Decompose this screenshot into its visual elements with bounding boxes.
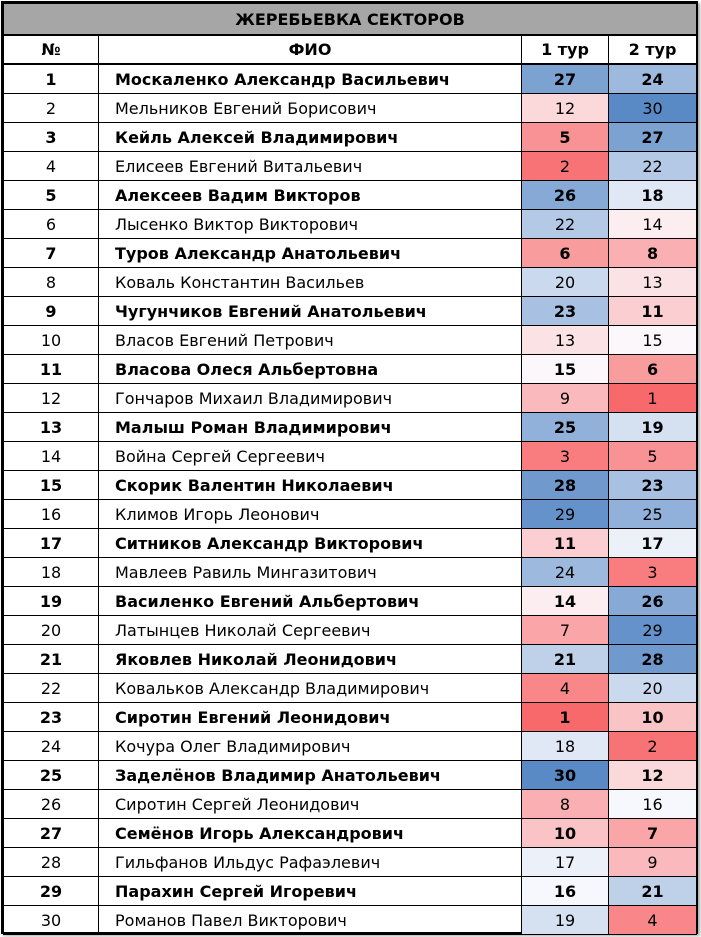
cell-full-name[interactable]: Василенко Евгений Альбертович <box>99 587 522 616</box>
table-row <box>4 500 697 529</box>
table-row <box>4 848 697 877</box>
cell-number[interactable]: 28 <box>4 848 99 877</box>
cell-round2[interactable]: 3 <box>609 558 697 587</box>
cell-number[interactable]: 25 <box>4 761 99 790</box>
cell-round2[interactable]: 15 <box>609 326 697 355</box>
cell-round1[interactable]: 16 <box>522 877 609 906</box>
cell-full-name[interactable]: Москаленко Александр Васильевич <box>99 64 522 94</box>
cell-full-name[interactable]: Кейль Алексей Владимирович <box>99 123 522 152</box>
cell-round1[interactable]: 12 <box>522 94 609 123</box>
cell-number[interactable]: 24 <box>4 732 99 761</box>
cell-number[interactable]: 5 <box>4 181 99 210</box>
cell-round2[interactable]: 25 <box>609 500 697 529</box>
cell-round1[interactable]: 13 <box>522 326 609 355</box>
cell-full-name[interactable]: Власов Евгений Петрович <box>99 326 522 355</box>
cell-round2[interactable]: 30 <box>609 94 697 123</box>
cell-full-name[interactable]: Малыш Роман Владимирович <box>99 413 522 442</box>
table-row <box>4 442 697 471</box>
cell-number[interactable]: 27 <box>4 819 99 848</box>
sector-draw-table <box>3 3 697 935</box>
cell-full-name[interactable]: Чугунчиков Евгений Анатольевич <box>99 297 522 326</box>
cell-full-name[interactable]: Романов Павел Викторович <box>99 906 522 935</box>
cell-number[interactable]: 4 <box>4 152 99 181</box>
cell-round2[interactable]: 19 <box>609 413 697 442</box>
cell-number[interactable]: 29 <box>4 877 99 906</box>
cell-number[interactable]: 13 <box>4 413 99 442</box>
table-row <box>4 790 697 819</box>
cell-round2[interactable]: 2 <box>609 732 697 761</box>
table-row <box>4 674 697 703</box>
title-row <box>4 4 697 36</box>
cell-round1[interactable]: 25 <box>522 413 609 442</box>
cell-round1[interactable]: 14 <box>522 587 609 616</box>
cell-full-name[interactable]: Алексеев Вадим Викторов <box>99 181 522 210</box>
table-row <box>4 94 697 123</box>
cell-number[interactable]: 23 <box>4 703 99 732</box>
cell-number[interactable]: 7 <box>4 239 99 268</box>
table-row <box>4 819 697 848</box>
cell-full-name[interactable]: Лысенко Виктор Викторович <box>99 210 522 239</box>
cell-round2[interactable]: 17 <box>609 529 697 558</box>
table-row <box>4 471 697 500</box>
table-row <box>4 877 697 906</box>
cell-number[interactable]: 17 <box>4 529 99 558</box>
table-row <box>4 558 697 587</box>
table-row <box>4 703 697 732</box>
cell-round1[interactable]: 19 <box>522 906 609 935</box>
cell-round1[interactable]: 21 <box>522 645 609 674</box>
cell-full-name[interactable]: Кочура Олег Владимирович <box>99 732 522 761</box>
cell-round2[interactable]: 21 <box>609 877 697 906</box>
cell-round2[interactable]: 10 <box>609 703 697 732</box>
cell-full-name[interactable]: Яковлев Николай Леонидович <box>99 645 522 674</box>
cell-number[interactable]: 19 <box>4 587 99 616</box>
cell-round2[interactable]: 26 <box>609 587 697 616</box>
cell-round1[interactable]: 6 <box>522 239 609 268</box>
cell-round1[interactable]: 8 <box>522 790 609 819</box>
cell-full-name[interactable]: Мельников Евгений Борисович <box>99 94 522 123</box>
cell-round2[interactable]: 11 <box>609 297 697 326</box>
cell-number[interactable]: 10 <box>4 326 99 355</box>
cell-full-name[interactable]: Война Сергей Сергеевич <box>99 442 522 471</box>
cell-round2[interactable]: 5 <box>609 442 697 471</box>
cell-round2[interactable]: 24 <box>609 64 697 94</box>
cell-number[interactable]: 1 <box>4 64 99 94</box>
cell-full-name[interactable]: Туров Александр Анатольевич <box>99 239 522 268</box>
cell-full-name[interactable]: Гончаров Михаил Владимирович <box>99 384 522 413</box>
cell-round1[interactable]: 18 <box>522 732 609 761</box>
cell-full-name[interactable]: Климов Игорь Леонович <box>99 500 522 529</box>
table-row <box>4 587 697 616</box>
table-row <box>4 529 697 558</box>
cell-full-name[interactable]: Елисеев Евгений Витальевич <box>99 152 522 181</box>
cell-full-name[interactable]: Гильфанов Ильдус Рафаэлевич <box>99 848 522 877</box>
cell-number[interactable]: 16 <box>4 500 99 529</box>
header-num[interactable]: № <box>4 35 99 64</box>
table-row <box>4 616 697 645</box>
table-row <box>4 355 697 384</box>
cell-full-name[interactable]: Скорик Валентин Николаевич <box>99 471 522 500</box>
table-row <box>4 732 697 761</box>
cell-round1[interactable]: 27 <box>522 64 609 94</box>
cell-number[interactable]: 21 <box>4 645 99 674</box>
cell-round1[interactable]: 2 <box>522 152 609 181</box>
cell-round2[interactable]: 9 <box>609 848 697 877</box>
cell-round2[interactable]: 13 <box>609 268 697 297</box>
cell-round2[interactable]: 8 <box>609 239 697 268</box>
cell-round1[interactable]: 11 <box>522 529 609 558</box>
cell-round2[interactable]: 29 <box>609 616 697 645</box>
header-name[interactable]: ФИО <box>99 35 522 64</box>
cell-round1[interactable]: 15 <box>522 355 609 384</box>
table-row <box>4 297 697 326</box>
table-row <box>4 326 697 355</box>
table-row <box>4 413 697 442</box>
table-row <box>4 268 697 297</box>
cell-number[interactable]: 8 <box>4 268 99 297</box>
cell-round2[interactable]: 12 <box>609 761 697 790</box>
cell-number[interactable]: 6 <box>4 210 99 239</box>
cell-round2[interactable]: 18 <box>609 181 697 210</box>
cell-full-name[interactable]: Сиротин Сергей Леонидович <box>99 790 522 819</box>
cell-round2[interactable]: 6 <box>609 355 697 384</box>
table-body <box>4 64 697 935</box>
cell-full-name[interactable]: Ситников Александр Викторович <box>99 529 522 558</box>
cell-number[interactable]: 15 <box>4 471 99 500</box>
cell-number[interactable]: 11 <box>4 355 99 384</box>
cell-number[interactable]: 12 <box>4 384 99 413</box>
cell-round1[interactable]: 17 <box>522 848 609 877</box>
cell-round2[interactable]: 27 <box>609 123 697 152</box>
cell-full-name[interactable]: Латынцев Николай Сергеевич <box>99 616 522 645</box>
header-row <box>4 35 697 64</box>
cell-number[interactable]: 2 <box>4 94 99 123</box>
cell-round2[interactable]: 16 <box>609 790 697 819</box>
cell-full-name[interactable]: Ковальков Александр Владимирович <box>99 674 522 703</box>
cell-full-name[interactable]: Парахин Сергей Игоревич <box>99 877 522 906</box>
cell-number[interactable]: 22 <box>4 674 99 703</box>
cell-round1[interactable]: 7 <box>522 616 609 645</box>
cell-round1[interactable]: 1 <box>522 703 609 732</box>
table-row <box>4 123 697 152</box>
cell-round1[interactable]: 9 <box>522 384 609 413</box>
cell-full-name[interactable]: Сиротин Евгений Леонидович <box>99 703 522 732</box>
table-row <box>4 906 697 935</box>
cell-round2[interactable]: 28 <box>609 645 697 674</box>
cell-number[interactable]: 3 <box>4 123 99 152</box>
table-title[interactable]: ЖЕРЕБЬЕВКА СЕКТОРОВ <box>4 4 697 36</box>
table-row <box>4 645 697 674</box>
cell-full-name[interactable]: Заделёнов Владимир Анатольевич <box>99 761 522 790</box>
cell-number[interactable]: 26 <box>4 790 99 819</box>
cell-round1[interactable]: 23 <box>522 297 609 326</box>
table-row <box>4 761 697 790</box>
cell-round2[interactable]: 23 <box>609 471 697 500</box>
header-round1[interactable]: 1 тур <box>522 35 609 64</box>
cell-round1[interactable]: 4 <box>522 674 609 703</box>
cell-full-name[interactable]: Мавлеев Равиль Мингазитович <box>99 558 522 587</box>
cell-round1[interactable]: 22 <box>522 210 609 239</box>
table-row <box>4 239 697 268</box>
cell-number[interactable]: 20 <box>4 616 99 645</box>
table-row <box>4 181 697 210</box>
cell-round1[interactable]: 28 <box>522 471 609 500</box>
cell-full-name[interactable]: Власова Олеся Альбертовна <box>99 355 522 384</box>
spreadsheet-sheet <box>1 1 698 934</box>
cell-round2[interactable]: 22 <box>609 152 697 181</box>
cell-round1[interactable]: 20 <box>522 268 609 297</box>
cell-round2[interactable]: 7 <box>609 819 697 848</box>
cell-round1[interactable]: 10 <box>522 819 609 848</box>
cell-round1[interactable]: 30 <box>522 761 609 790</box>
header-round2[interactable]: 2 тур <box>609 35 697 64</box>
cell-number[interactable]: 18 <box>4 558 99 587</box>
cell-number[interactable]: 14 <box>4 442 99 471</box>
cell-full-name[interactable]: Семёнов Игорь Александрович <box>99 819 522 848</box>
cell-round1[interactable]: 3 <box>522 442 609 471</box>
cell-round1[interactable]: 26 <box>522 181 609 210</box>
cell-round2[interactable]: 14 <box>609 210 697 239</box>
cell-round2[interactable]: 20 <box>609 674 697 703</box>
table-row <box>4 152 697 181</box>
cell-round1[interactable]: 24 <box>522 558 609 587</box>
table-row <box>4 384 697 413</box>
cell-number[interactable]: 30 <box>4 906 99 935</box>
cell-round2[interactable]: 4 <box>609 906 697 935</box>
cell-full-name[interactable]: Коваль Константин Васильев <box>99 268 522 297</box>
cell-round1[interactable]: 5 <box>522 123 609 152</box>
table-row <box>4 210 697 239</box>
cell-round1[interactable]: 29 <box>522 500 609 529</box>
cell-number[interactable]: 9 <box>4 297 99 326</box>
cell-round2[interactable]: 1 <box>609 384 697 413</box>
table-row <box>4 64 697 94</box>
